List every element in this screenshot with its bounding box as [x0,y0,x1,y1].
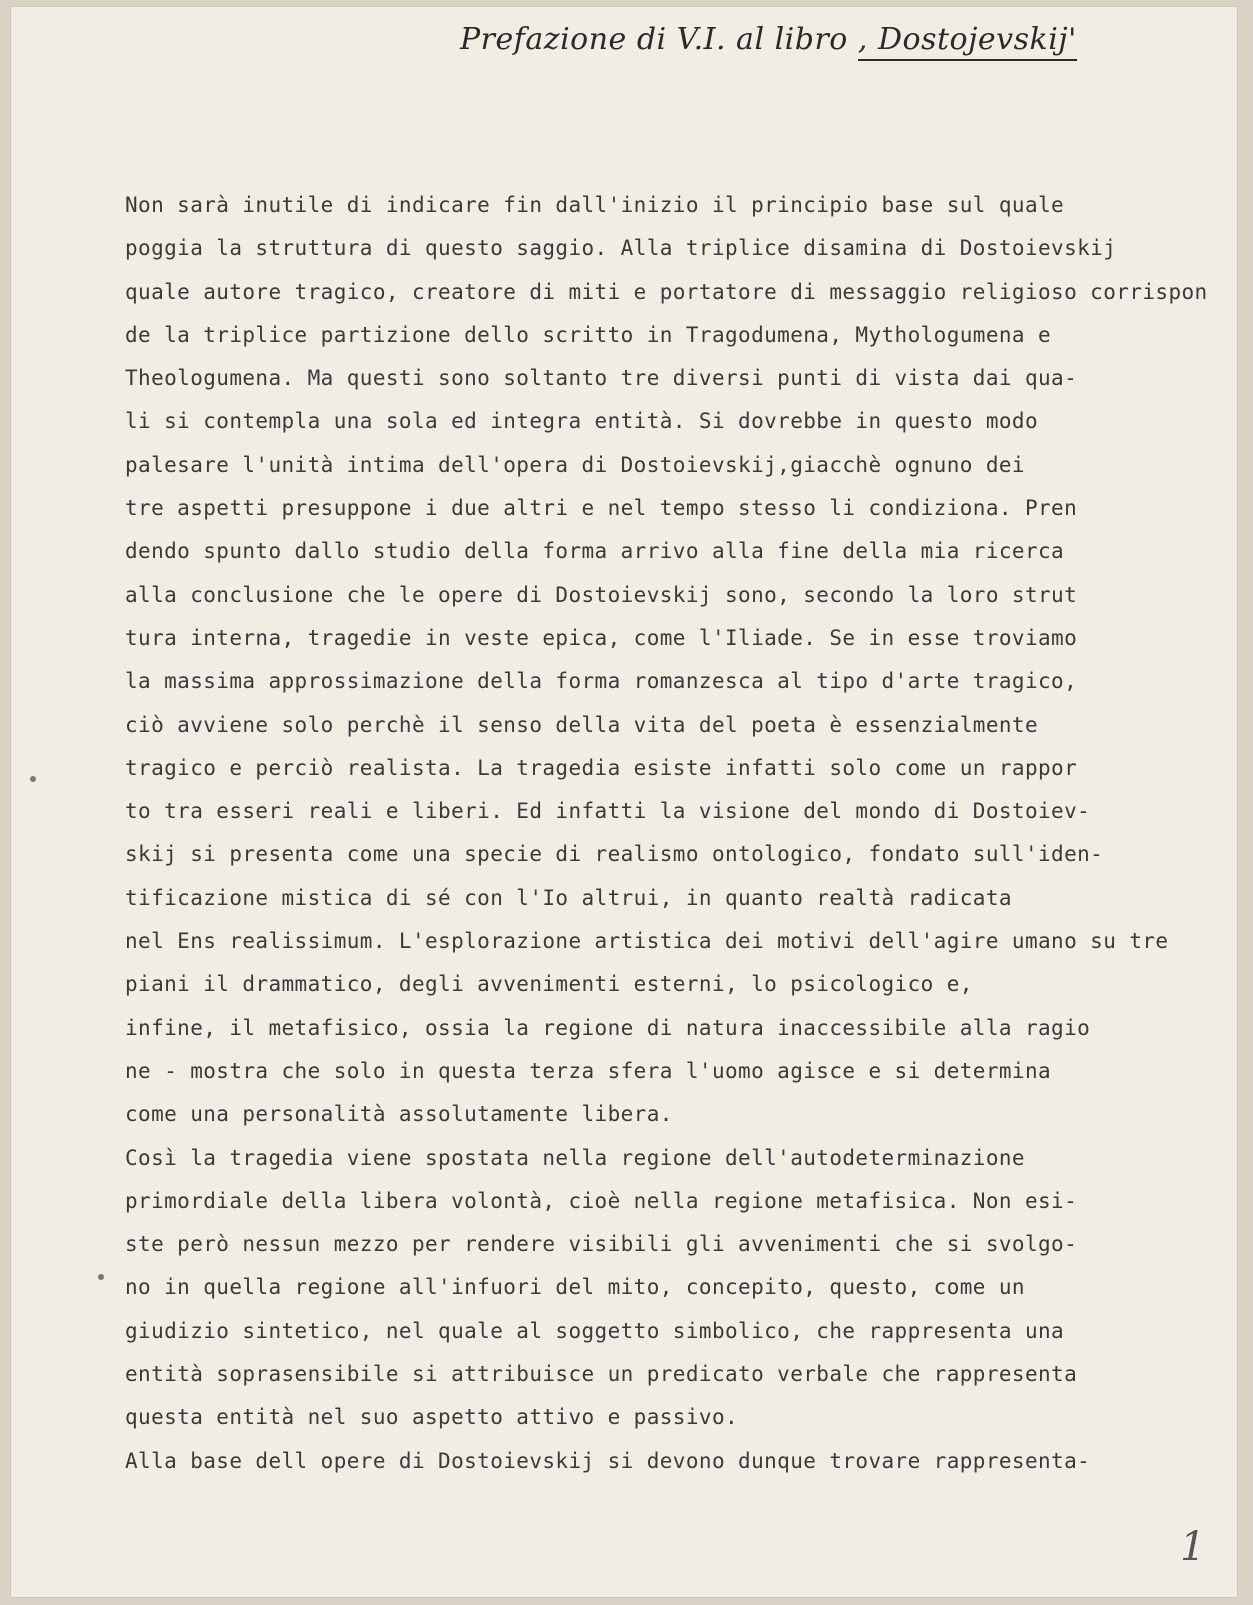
text-line: giudizio sintetico, nel quale al soggetto simbolico, che rappresenta una [125,1318,1065,1343]
handwritten-title [460,22,1077,61]
margin-mark [30,776,36,782]
text-line: li si contempla una sola ed integra entità. Si dovrebbe in questo modo [125,409,1039,434]
text-line: ciò avviene solo perchè il senso della vita del poeta è essenzialmente [125,712,1039,737]
text-line: primordiale della libera volontà, cioè nella regione metafisica. Non esi- [125,1188,1078,1213]
text-line: infine, il metafisico, ossia la regione di natura inaccessibile alla ragio [125,1015,1091,1040]
handwritten-title-book: , Dostojevskij' [858,22,1077,61]
text-line: Theologumena. Ma questi sono soltanto tre diversi punti di vista dai qua- [125,366,1078,391]
text-line: dendo spunto dallo studio della forma arrivo alla fine della mia ricerca [125,539,1065,564]
text-line: to tra esseri reali e liberi. Ed infatti la visione del mondo di Dostoiev- [125,799,1091,824]
text-line: tificazione mistica di sé con l'Io altrui, in quanto realtà radicata [125,885,1012,910]
text-line: no in quella regione all'infuori del mito, concepito, questo, come un [125,1275,1025,1300]
text-line: palesare l'unità intima dell'opera di Dostoievskij,giacchè ognuno dei [125,452,1025,477]
text-line: ste però nessun mezzo per rendere visibili gli avvenimenti che si svolgo- [125,1232,1078,1257]
text-line: come una personalità assolutamente libera. [125,1102,673,1127]
text-line: la massima approssimazione della forma romanzesca al tipo d'arte tragico, [125,669,1078,694]
text-line: de la triplice partizione dello scritto in Tragodumena, Mythologumena e [125,322,1052,347]
text-line: tura interna, tragedie in veste epica, come l'Iliade. Se in esse troviamo [125,625,1078,650]
text-line: skij si presenta come una specie di realismo ontologico, fondato sull'iden- [125,842,1104,867]
text-line: piani il drammatico, degli avvenimenti esterni, lo psicologico e, [125,972,973,997]
text-line: quale autore tragico, creatore di miti e portatore di messaggio religioso corrispon [125,279,1208,304]
typed-body-text [125,184,1208,1483]
text-line: poggia la struttura di questo saggio. Alla triplice disamina di Dostoievskij [125,236,1117,261]
typed-page [10,6,1238,1598]
text-line: Così la tragedia viene spostata nella regione dell'autodeterminazione [125,1145,1025,1170]
handwritten-title-text: Prefazione di V.I. al libro [460,22,848,57]
text-line: questa entità nel suo aspetto attivo e passivo. [125,1405,739,1430]
page-number: 1 [1180,1524,1206,1570]
text-line: ne - mostra che solo in questa terza sfera l'uomo agisce e si determina [125,1058,1052,1083]
text-line: tre aspetti presuppone i due altri e nel tempo stesso li condiziona. Pren [125,496,1078,521]
text-line: tragico e perciò realista. La tragedia esiste infatti solo come un rappor [125,755,1078,780]
text-line: Alla base dell opere di Dostoievskij si devono dunque trovare rappresenta- [125,1448,1091,1473]
text-line: nel Ens realissimum. L'esplorazione artistica dei motivi dell'agire umano su tre [125,929,1169,954]
text-line: alla conclusione che le opere di Dostoievskij sono, secondo la loro strut [125,582,1078,607]
text-line: entità soprasensibile si attribuisce un predicato verbale che rappresenta [125,1362,1078,1387]
text-line: Non sarà inutile di indicare fin dall'inizio il principio base sul quale [125,193,1065,217]
margin-mark [98,1274,104,1280]
